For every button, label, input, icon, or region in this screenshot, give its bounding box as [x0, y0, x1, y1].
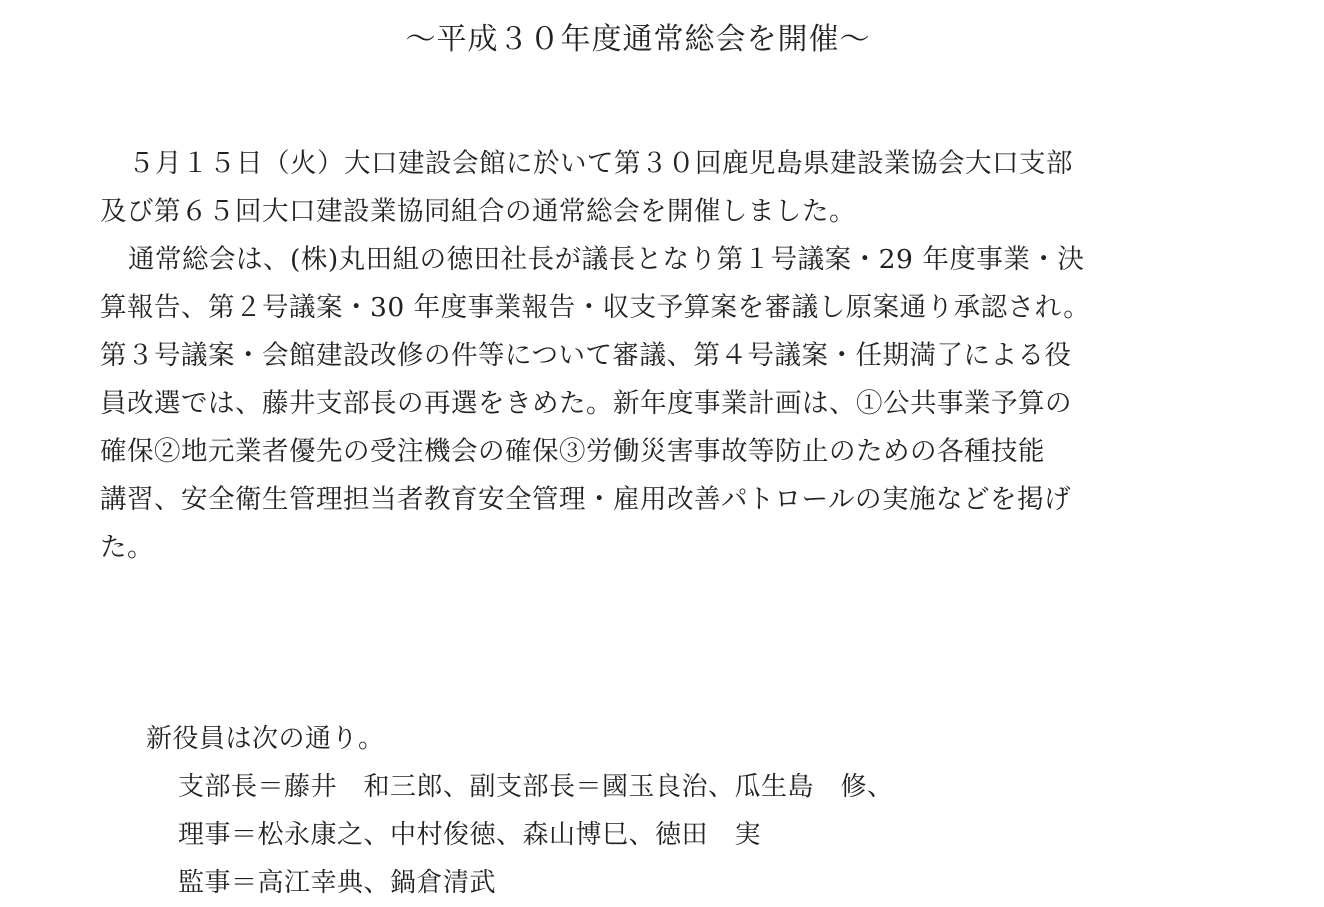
paragraph-line: 及び第６５回大口建設業協同組合の通常総会を開催しました。: [100, 196, 856, 227]
officers-intro: 新役員は次の通り。: [146, 724, 385, 754]
paragraph-line: 員改選では、藤井支部長の再選をきめた。新年度事業計画は、①公共事業予算の: [100, 388, 1072, 419]
officer-line: 理事＝松永康之、中村俊徳、森山博巳、徳田 実: [178, 820, 762, 850]
officer-line: 監事＝高江幸典、鍋倉清武: [178, 868, 497, 898]
paragraph-line: た。: [100, 532, 154, 563]
officer-line: 支部長＝藤井 和三郎、副支部長＝國玉良治、瓜生島 修、: [178, 772, 894, 802]
report-body: [100, 140, 1230, 898]
officers-section: [100, 715, 1230, 907]
paragraph-line: 通常総会は、(株)丸田組の徳田社長が議長となり第１号議案・29 年度事業・決: [128, 244, 1085, 275]
paragraph-line: 第３号議案・会館建設改修の件等について審議、第４号議案・任期満了による役: [100, 340, 1072, 371]
paragraph-line: 算報告、第２号議案・30 年度事業報告・収支予算案を審議し原案通り承認され。: [100, 292, 1091, 323]
paragraph-line: ５月１５日（火）大口建設会館に於いて第３０回鹿児島県建設業協会大口支部: [128, 148, 1073, 179]
paragraph-line: 確保②地元業者優先の受注機会の確保③労働災害事故等防止のための各種技能: [100, 436, 1045, 467]
page-title: ～平成３０年度通常総会を開催～: [405, 22, 871, 57]
paragraph-line: 講習、安全衛生管理担当者教育安全管理・雇用改善パトロールの実施などを掲げ: [100, 484, 1071, 515]
